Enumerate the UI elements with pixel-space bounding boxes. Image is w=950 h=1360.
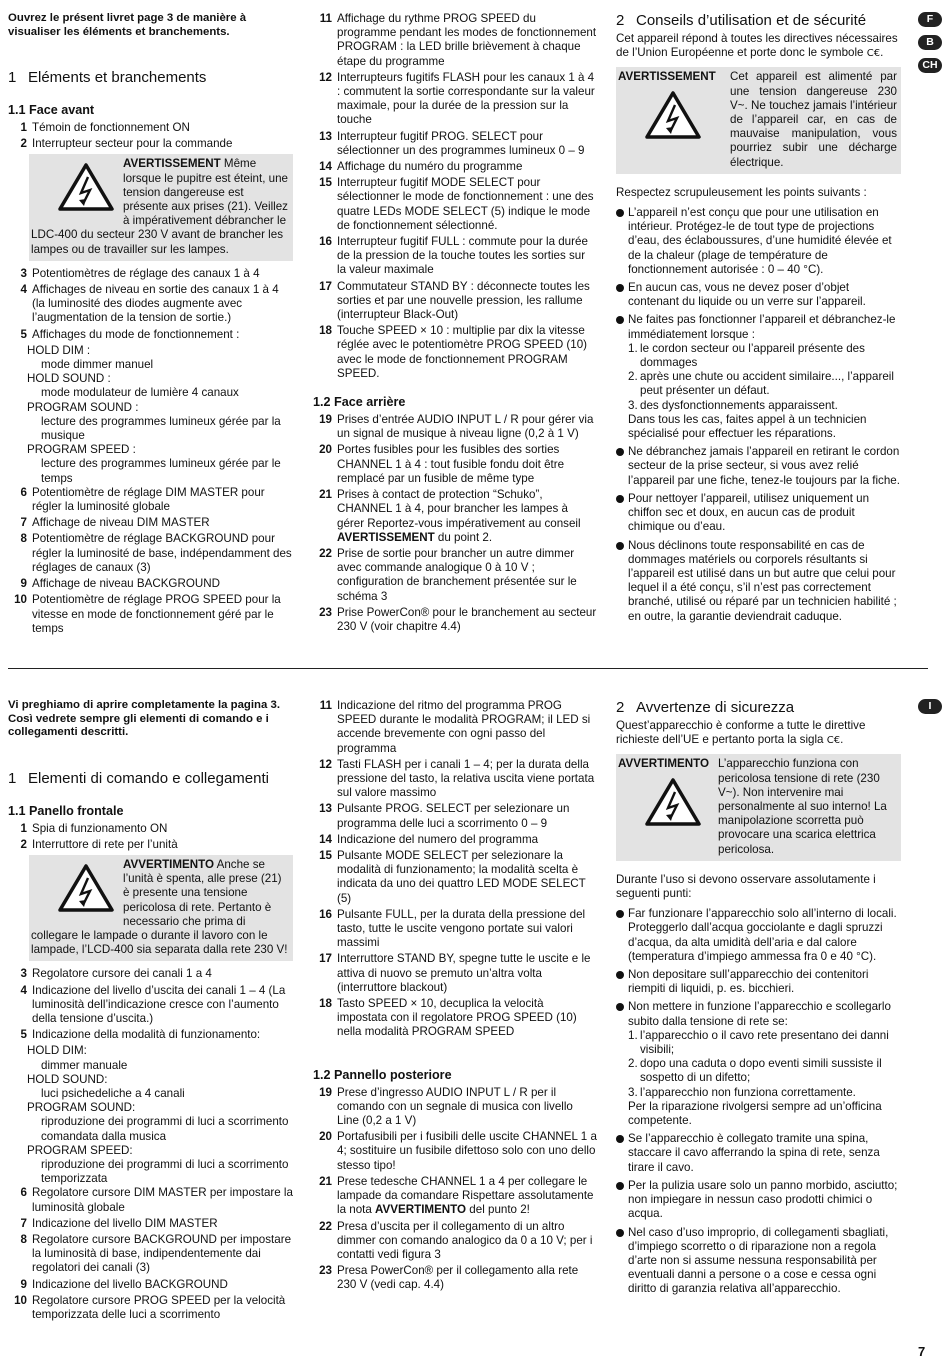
mode-name: HOLD DIM: bbox=[27, 1044, 87, 1058]
list-item: 1 Témoin de fonctionnement ON bbox=[20, 121, 190, 134]
fr-warning-text: Même lorsque le pupitre est éteint, une tension dangereuse est présente aux prises (21). Veillez à impérativement débrancher le LDC-400 du secteur 230 V avant de brancher les lampes ou de travailler sur les lampes. bbox=[31, 157, 288, 256]
language-tab-ch: CH bbox=[918, 58, 942, 73]
fr-warning-box bbox=[29, 154, 293, 260]
ce-mark: C€ bbox=[826, 735, 841, 747]
list-item: 11 Indicazione del ritmo del programma PROG SPEED durante le modalità PROGRAM; il LED si accende brevemente con ogni passo del programma bbox=[319, 699, 591, 755]
it-section1-heading: 1 Elementi di comando e collegamenti bbox=[8, 769, 269, 787]
bullet-item: Non mettere in funzione l’apparecchio e scollegarlo subito dalla tensione di rete se: 1. l’apparecchio o il cavo rete presentano dei danni visibili; 2. dopo una caduta o dopo eventi simili sussiste il sospetto di un difetto; 3. l’apparecchio non funziona correttamente. Per la riparazione rivolgersi sempre ad un’officina competente. bbox=[616, 1000, 901, 1128]
list-item: 17 Interruttore STAND BY, spegne tutte le uscite e le attiva di nuovo se premuto un’altra volta (interruttore blackout) bbox=[319, 952, 591, 994]
fr-warning-title: AVERTISSEMENT bbox=[123, 157, 221, 171]
ce-mark: C€ bbox=[866, 48, 881, 60]
list-item: 11 Affichage du rythme PROG SPEED du programme pendant les modes de fonctionnement PROGRAM : la LED brille brièvement à chaque étape du programme bbox=[319, 12, 597, 68]
list-item: 21 Prises à contact de protection “Schuko”, CHANNEL 1 à 4, pour brancher les lampes à gérer Reportez-vous impérativement au conseil AVERTISSEMENT du point 2. bbox=[319, 488, 581, 544]
it-subsection-12: 1.2 Pannello posteriore bbox=[313, 1067, 452, 1082]
section-divider bbox=[8, 668, 928, 669]
list-item: 19 Prises d’entrée AUDIO INPUT L / R pour gérer via un signal de musique à niveau ligne (0,2 à 1 V) bbox=[319, 413, 594, 441]
fr-section2-intro: Cet appareil répond à toutes les directives nécessaires de l’Union Européenne et porte donc le symbole C€. bbox=[616, 32, 898, 60]
bullet-item: Nous déclinons toute responsabilité en cas de dommages matériels ou corporels résultants si l’appareil est utilisé dans un but autre que celui pour lequel il a été conçu, s’il n’est pas correctement branché, utilisé ou réparé par un technicien habilité ; en outre, la garantie deviendrait caduque. bbox=[616, 539, 901, 624]
mode-name: HOLD DIM : bbox=[27, 343, 91, 357]
list-item: 18 Touche SPEED × 10 : multiplie par dix la vitesse réglée avec le potentiomètre PROG SPEED (10) avec le mode de fonctionnement PROGRAM SPEED. bbox=[319, 324, 588, 380]
list-item: 16 Interrupteur fugitif FULL : commute pour la durée de la pression de la touche toutes les sorties sur la valeur maximale bbox=[319, 235, 588, 277]
list-item: 14 Indicazione del numero del programma bbox=[319, 832, 539, 846]
list-item: 14 Affichage du numéro du programme bbox=[319, 160, 523, 174]
it-warning-title: AVVERTIMENTO bbox=[123, 857, 215, 871]
bullet-item: Se l’apparecchio è collegato tramite una spina, staccare il cavo afferrando la spina di rete, senza tirare il cavo. bbox=[616, 1132, 901, 1175]
numbered-condition: 2. dopo una caduta o dopo eventi simili sussiste il sospetto di un difetto; bbox=[628, 1057, 882, 1085]
it-intro: Vi preghiamo di aprire completamente la pagina 3. Così vedrete sempre gli elementi di comando e i collegamenti descritti. bbox=[8, 699, 280, 738]
it-column-1 bbox=[8, 699, 293, 1324]
list-item: 3 Potentiomètres de réglage des canaux 1 à 4 bbox=[20, 266, 260, 280]
list-item: 12 Tasti FLASH per i canali 1 – 4; per la durata della pressione del tasto, la relativa uscita viene portata sul valore massimo bbox=[319, 757, 595, 800]
list-item: 19 Prese d’ingresso AUDIO INPUT L / R per il comando con un segnale di musica con livello Line (0,2 a 1 V) bbox=[319, 1085, 573, 1128]
fr-subsection-11: 1.1 Face avant bbox=[8, 103, 95, 117]
list-item: 8 Regolatore cursore BACKGROUND per impostare la luminosità di base, indipendentemente dai regolatori dei canali (3) bbox=[20, 1232, 292, 1275]
language-tab-b: B bbox=[918, 35, 942, 50]
list-item: 7 Affichage de niveau DIM MASTER bbox=[20, 516, 210, 530]
it-column-2 bbox=[313, 699, 597, 1295]
list-item: 2 Interruttore di rete per l’unità bbox=[20, 837, 178, 851]
high-voltage-warning-icon bbox=[57, 863, 115, 913]
mode-description: dimmer manuale bbox=[41, 1058, 128, 1072]
list-item: 13 Pulsante PROG. SELECT per selezionare un programma delle luci a scorrimento 0 – 9 bbox=[319, 802, 570, 830]
numbered-condition: 3. des dysfonctionnements apparaissent. bbox=[628, 398, 838, 412]
fr-column-3 bbox=[616, 12, 901, 628]
list-item: 17 Commutateur STAND BY : déconnecte toutes les sorties et par une nouvelle pression, les rallume (interrupteur Black-Out) bbox=[319, 279, 590, 322]
it-subsection-11: 1.1 Panello frontale bbox=[8, 803, 124, 818]
list-item: 10 Potentiomètre de réglage PROG SPEED pour la vitesse en mode de fonctionnement géré par le temps bbox=[14, 593, 281, 635]
bullet-item: En aucun cas, vous ne devez poser d’objet contenant du liquide ou un verre sur l’appareil. bbox=[616, 281, 901, 309]
list-item: 8 Potentiomètre de réglage BACKGROUND pour régler la luminosité de base, indépendamment des réglages de canaux (3) bbox=[20, 532, 292, 574]
bullet-item: L’appareil n’est conçu que pour une utilisation en intérieur. Protégez-le de tout type de projections d’eau, des éclaboussures, d’une humidité élevée et de la chaleur (plage de température de fonctionnement autorisée : 0 – 40 °C). bbox=[616, 206, 901, 277]
mode-name: PROGRAM SOUND: bbox=[27, 1101, 136, 1115]
list-item: 4 Affichages de niveau en sortie des canaux 1 à 4 (la luminosité des diodes augmente avec l’augmentation de la tension de sortie.) bbox=[20, 283, 279, 325]
list-item: 15 Interrupteur fugitif MODE SELECT pour sélectionner le mode de fonctionnement : une des quatre LEDs MODE SELECT (5) indique le mode de fonctionnement sélectionné. bbox=[319, 176, 594, 232]
numbered-condition: 3. l’apparecchio non funziona correttamente. bbox=[628, 1085, 856, 1099]
fr-column-2 bbox=[313, 12, 597, 636]
list-item: 21 Prese tedesche CHANNEL 1 a 4 per collegare le lampade da comandare Rispettare assolutamente la nota AVVERTIMENTO del punto 2! bbox=[319, 1174, 594, 1217]
list-item: 6 Regolatore cursore DIM MASTER per impostare la luminosità globale bbox=[20, 1186, 293, 1214]
mode-description: riproduzione dei programmi di luci a scorrimento temporizzata bbox=[41, 1157, 289, 1186]
bullet-item: Nel caso d’uso improprio, di collegamenti sbagliati, d’impiego scorretto o di riparazione non a regola d’arte non si assume nessuna responsabilità per eventuali danni a persone o a cose e cessa ogni diritto di garanzia relativa all’apparecchio. bbox=[616, 1226, 901, 1297]
mode-description: lecture des programmes lumineux gérée par le temps bbox=[41, 457, 281, 485]
numbered-condition: 1. le cordon secteur ou l’appareil présente des dommages bbox=[628, 341, 865, 370]
it-section2-intro: Quest’apparecchio è conforme a tutte le direttive richieste dell’UE e pertanto porta la sigla C€. bbox=[616, 719, 866, 747]
list-item: 15 Pulsante MODE SELECT per selezionare la modalità di funzionamento; la modalità scelta è indicata da uno dei quattro LED MODE SELECT (5) bbox=[319, 849, 586, 905]
list-item: 3 Regolatore cursore dei canali 1 a 4 bbox=[20, 967, 212, 981]
it-warning-text: Anche se l’unità è spenta, alle prese (21) è presente una tensione pericolosa di rete. Pertanto è necessario che prima di collegare le lampade o durante il lavoro con le lampade, l’LCD-400 sia separata dalla rete 230 V! bbox=[31, 857, 288, 957]
mode-description: lecture des programmes lumineux gérée par la musique bbox=[41, 414, 281, 443]
bullet-item: Ne débranchez jamais l’appareil en retirant le cordon secteur de la prise secteur, si vous avez relié l’appareil par une fiche, tenez-le toujours par la fiche. bbox=[616, 445, 901, 488]
fr-section2-heading: 2 Conseils d’utilisation et de sécurité bbox=[616, 12, 867, 29]
list-item: 9 Indicazione del livello BACKGROUND bbox=[20, 1277, 228, 1291]
fr-warning-title-2: AVERTISSEMENT bbox=[618, 70, 716, 84]
list-item: 5 Indicazione della modalità di funzionamento: bbox=[20, 1028, 261, 1042]
fr-warning-text-2: Cet appareil est alimenté par une tension dangereuse 230 V~. Ne touchez jamais l’intérieur de l’appareil car, en cas de mauvaise manipulation, vous pourriez subir une décharge électrique. bbox=[730, 70, 897, 169]
list-item: 12 Interrupteurs fugitifs FLASH pour les canaux 1 à 4 : commutent la sortie correspondante sur la valeur maximale, pour la durée de la pression sur la touche bbox=[319, 70, 595, 127]
high-voltage-warning-icon bbox=[57, 162, 115, 212]
mode-name: PROGRAM SPEED: bbox=[27, 1143, 133, 1157]
it-warning-box-2 bbox=[616, 754, 901, 860]
it-warning-box bbox=[29, 855, 293, 961]
fr-warning-box-2 bbox=[616, 67, 901, 173]
fr-column-1 bbox=[8, 12, 293, 638]
list-item: 16 Pulsante FULL, per la durata della pressione del tasto, tutte le uscite vengono portate sui valori massimi bbox=[319, 907, 586, 950]
list-item: 22 Presa d’uscita per il collegamento di un altro dimmer con comando analogico da 0 a 10 V; per i contatti vedi figura 3 bbox=[319, 1219, 593, 1261]
language-tab-i: I bbox=[918, 699, 942, 714]
it-section2-heading: 2 Avvertenze di sicurezza bbox=[616, 699, 795, 716]
mode-name: PROGRAM SPEED : bbox=[27, 443, 136, 457]
mode-description: luci psichedeliche a 4 canali bbox=[41, 1086, 185, 1100]
numbered-condition: 1. l’apparecchio o il cavo rete presentano dei danni visibili; bbox=[628, 1028, 889, 1057]
mode-name: HOLD SOUND: bbox=[27, 1072, 108, 1086]
fr-section1-heading: 1 Eléments et branchements bbox=[8, 69, 207, 86]
mode-name: PROGRAM SOUND : bbox=[27, 400, 139, 414]
list-item: 4 Indicazione del livello d’uscita dei canali 1 – 4 (La luminosità dell’indicazione cresce con l’aumento della tensione d’uscita.) bbox=[20, 983, 286, 1025]
it-column-3 bbox=[616, 699, 901, 1301]
bullet-item: Non depositare sull’apparecchio dei contenitori riempiti di liquidi, p. es. bicchieri. bbox=[616, 968, 901, 996]
list-item: 1 Spia di funzionamento ON bbox=[20, 821, 168, 835]
mode-description: mode dimmer manuel bbox=[41, 358, 154, 372]
it-respect: Durante l’uso si devono osservare assolutamente i seguenti punti: bbox=[616, 872, 876, 901]
it-warning-title-2: AVVERTIMENTO bbox=[618, 757, 710, 771]
fr-respect: Respectez scrupuleusement les points suivants : bbox=[616, 185, 867, 199]
list-item: 23 Prise PowerCon® pour le branchement au secteur 230 V (voir chapitre 4.4) bbox=[319, 605, 597, 633]
list-item: 20 Portafusibili per i fusibili delle uscite CHANNEL 1 a 4; sostituire un fusibile difettoso solo con uno dello stesso tipo! bbox=[319, 1130, 597, 1172]
bullet-item: Far funzionare l’apparecchio solo all’interno di locali. Proteggerlo dall’acqua gocciolante e dagli spruzzi d’acqua, da alta umidità dell’aria e dal calore (temperatura d’impiego ammessa fra 0 e 40 °C). bbox=[616, 907, 901, 964]
list-item: 23 Presa PowerCon® per il collegamento alla rete 230 V (vedi cap. 4.4) bbox=[319, 1264, 579, 1292]
list-item: 13 Interrupteur fugitif PROG. SELECT pour sélectionner un des programmes lumineux 0 – 9 bbox=[319, 129, 585, 157]
page-number: 7 bbox=[918, 1344, 926, 1359]
list-item: 22 Prise de sortie pour brancher un autre dimmer avec commande analogique 0 à 10 V ; configuration de branchement présentée sur le schéma 3 bbox=[319, 546, 577, 603]
list-item: 6 Potentiomètre de réglage DIM MASTER pour régler la luminosité globale bbox=[20, 485, 265, 514]
numbered-condition: 2. après une chute ou accident similaire..., l’appareil peut présenter un défaut. bbox=[628, 370, 894, 398]
bullet-item: Pour nettoyer l’appareil, utilisez uniquement un chiffon sec et doux, en aucun cas de produit chimique ou d’eau. bbox=[616, 492, 901, 535]
high-voltage-warning-icon bbox=[644, 90, 702, 140]
bullet-item: Ne faites pas fonctionner l’appareil et débranchez-le immédiatement lorsque : 1. le cordon secteur ou l’appareil présente des dommages 2. après une chute ou accident similaire..., l’appareil peut présenter un défaut. 3. des dysfonctionnements apparaissent. Dans tous les cas, faites appel à un technicien spécialisé pour effectuer les réparations. bbox=[616, 313, 901, 441]
fr-intro: Ouvrez le présent livret page 3 de manière à visualiser les éléments et branchements. bbox=[8, 12, 247, 38]
mode-description: riproduzione dei programmi di luci a scorrimento comandata dalla musica bbox=[41, 1115, 289, 1143]
list-item: 18 Tasto SPEED × 10, decuplica la velocità impostata con il regolatore PROG SPEED (10) nella modalità PROGRAM SPEED bbox=[319, 997, 577, 1039]
mode-description: mode modulateur de lumière 4 canaux bbox=[41, 386, 239, 400]
list-item: 7 Indicazione del livello DIM MASTER bbox=[20, 1216, 218, 1230]
bullet-item: Per la pulizia usare solo un panno morbido, asciutto; non impiegare in nessun caso prodotti chimici o acqua. bbox=[616, 1179, 901, 1222]
high-voltage-warning-icon bbox=[644, 777, 702, 827]
language-tab-f: F bbox=[918, 12, 942, 27]
list-item: 10 Regolatore cursore PROG SPEED per la velocità temporizzata delle luci a scorrimento bbox=[14, 1293, 286, 1321]
list-item: 20 Portes fusibles pour les fusibles des sorties CHANNEL 1 à 4 : tout fusible fondu doit être remplacé par un fusible de même type bbox=[319, 443, 565, 485]
list-item: 9 Affichage de niveau BACKGROUND bbox=[20, 577, 220, 591]
list-item: 5 Affichages du mode de fonctionnement : bbox=[20, 327, 240, 341]
mode-name: HOLD SOUND : bbox=[27, 372, 111, 386]
it-warning-text-2: L’apparecchio funziona con pericolosa tensione di rete (230 V~). Non intervenire mai personalmente al suo interno! La manipolazione scorretta può provocare una scarica elettrica pericolosa. bbox=[718, 757, 887, 856]
list-item: 2 Interrupteur secteur pour la commande bbox=[20, 137, 233, 151]
fr-subsection-12: 1.2 Face arrière bbox=[313, 395, 406, 410]
